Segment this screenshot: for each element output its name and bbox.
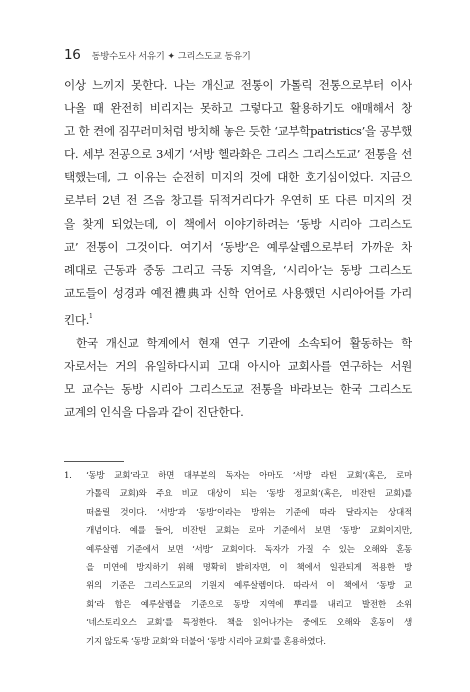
paragraph-2 (64, 332, 412, 424)
footnote-divider (64, 461, 124, 462)
footnote-line: ‘네스토리오스 교회’를 특정한다. 책을 읽어나가는 중에도 오해와 혼동이 생 (86, 618, 412, 629)
page-number: 16 (64, 47, 81, 63)
text-line: 례대로 근동과 중동 그리고 극동 지역을, ‘시리아’는 동방 그리스도 (64, 262, 412, 277)
footnote-number: 1. (64, 471, 72, 481)
paragraph-1 (64, 74, 412, 328)
text-line: 이상 느끼지 못한다. 나는 개신교 전통이 가톨릭 전통으로부터 이사 (64, 78, 412, 92)
footnote-line: 가톨릭 교회)와 주요 비교 대상이 되는 ‘동방 정교회’(혹은, 비잔틴 교회)를 (86, 489, 412, 500)
text-line: 킨다. (64, 312, 90, 327)
text-line: 자로서는 거의 유일하다시피 고대 아시아 교회사를 연구하는 서원 (64, 359, 412, 374)
text-line: 다. 세부 전공으로 3세기 ‘서방 헬라화은 그리스 그리스도교’ 전통을 선 (64, 147, 412, 162)
text-line: 나올 때 완전히 비리지는 못하고 그렇다고 활용하기도 애매해서 창 (64, 101, 412, 116)
footnote-line: 개념이다. 예를 들어, 비잔틴 교회는 로마 기준에서 보면 ‘동방’ 교회이지만, (86, 526, 412, 537)
footnote-line: 위의 기준은 그리스도교의 기원지 예루살렘이다. 따라서 이 책에서 ‘동방 교 (86, 581, 412, 592)
body-text (64, 74, 412, 424)
footnote-text (86, 467, 412, 651)
text-line: 모 교수는 동방 시리아 그리스도교 전통을 바라보는 한국 그리스도 (64, 382, 412, 397)
text-line: 을 찾게 되었는데, 이 책에서 이야기하려는 ‘동방 시리아 그리스도 (64, 216, 412, 231)
footnote (64, 467, 412, 651)
running-title: 동방수도사 서유기 ✦ 그리스도교 동유기 (91, 51, 251, 62)
text-line: 고 한 켠에 짐꾸러미처럼 방치해 놓은 듯한 ‘교부학patristics’을 공부했 (64, 124, 412, 139)
footnote-line: ‘동방 교회’라고 하면 대부분의 독자는 아마도 ‘서방 라틴 교회’(혹은, 로마 (86, 471, 412, 481)
text-line: 교도들이 성경과 예전禮典과 신학 언어로 사용했던 시리아어를 가리 (64, 285, 412, 300)
text-line: 택했는데, 그 이유는 순전히 미지의 것에 대한 호기심이었다. 지금으 (64, 170, 412, 185)
page-header (64, 47, 251, 65)
footnote-reference[interactable]: 1 (89, 312, 93, 320)
footnote-line: 예루살렘 기준에서 보면 ‘서방’ 교회이다. 독자가 가질 수 있는 오해와 혼동 (86, 544, 412, 555)
footnote-line: 떠올릴 것이다. ‘서방’과 ‘동방’이라는 방위는 기준에 따라 달라지는 상대적 (86, 507, 412, 518)
footnote-line: 을 미연에 방지하기 위해 명확히 밝히자면, 이 책에서 일관되게 적용한 방 (86, 562, 412, 573)
footnote-line: 기지 않도록 ‘동방 교회’와 더불어 ‘동방 시리아 교회’를 혼용하였다. (86, 636, 326, 647)
text-line: 교계의 인식을 다음과 같이 진단한다. (64, 405, 244, 420)
footnote-line: 회’라 함은 예루살렘을 기준으로 동방 지역에 뿌리를 내리고 발전한 소위 (86, 599, 412, 610)
text-line: 한국 개신교 학계에서 현재 연구 기관에 소속되어 활동하는 학 (76, 336, 412, 351)
text-line-last (64, 305, 412, 328)
text-line: 교’ 전통이 그것이다. 여기서 ‘동방’은 예루살렘으로부터 가까운 차 (64, 239, 412, 254)
text-line: 로부터 2년 전 즈음 창고를 뒤적거리다가 우연히 또 다른 미지의 것 (64, 193, 412, 208)
